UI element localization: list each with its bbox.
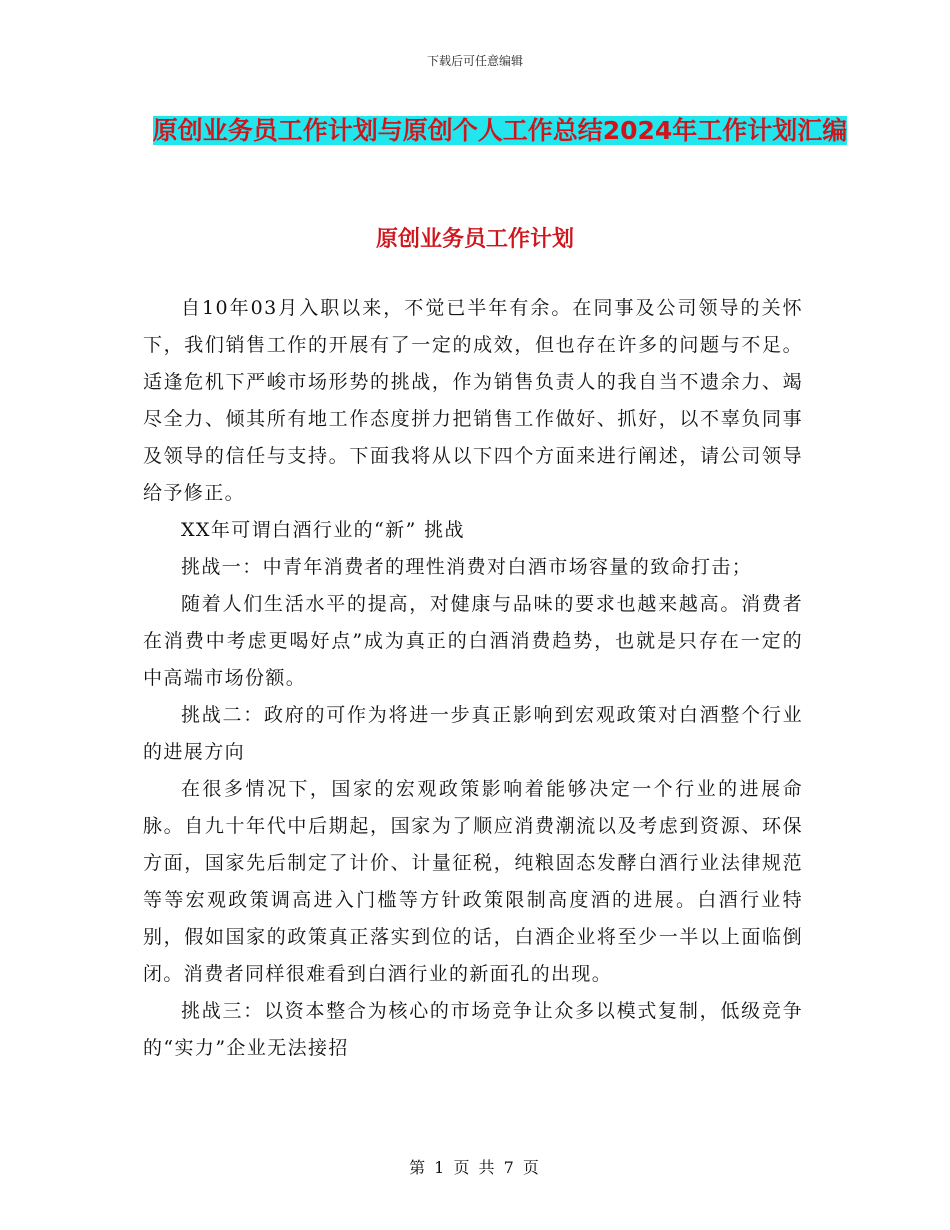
paragraph: 挑战一：中青年消费者的理性消费对白酒市场容量的致命打击； [181, 556, 753, 578]
paragraph: 随着人们生活水平的提高，对健康与品味的要求也越来越高。消费者在消费中考虑更喝好点”成为真正的白酒消费趋势，也就是只存在一定的中高端市场份额。 [143, 593, 803, 689]
paragraph: 挑战二：政府的可作为将进一步真正影响到宏观政策对白酒整个行业的进展方向 [143, 704, 803, 763]
paragraph: 自10年03月入职以来，不觉已半年有余。在同事及公司领导的关怀下，我们销售工作的开展有了一定的成效，但也存在许多的问题与不足。适逢危机下严峻市场形势的挑战，作为销售负责人的我自当不遗余力、竭尽全力、倾其所有地工作态度拼力把销售工作做好、抓好，以不辜负同事及领导的信任与支持。下面我将从以下四个方面来进行阐述，请公司领导给予修正。 [143, 297, 803, 504]
document-body [143, 290, 803, 1067]
document-title-text: 原创业务员工作计划与原创个人工作总结2024年工作计划汇编 [152, 116, 848, 145]
page-number-footer: 第 1 页 共 7 页 [409, 1158, 541, 1177]
page-header-note: 下载后可任意编辑 [426, 54, 523, 68]
paragraph: XX年可谓白酒行业的“新” 挑战 [181, 519, 465, 541]
document-title [150, 108, 850, 153]
paragraph: 在很多情况下，国家的宏观政策影响着能够决定一个行业的进展命脉。自九十年代中后期起，国家为了顺应消费潮流以及考虑到资源、环保方面，国家先后制定了计价、计量征税，纯粮固态发酵白酒行业法律规范等等宏观政策调高进入门槛等方针政策限制高度酒的进展。白酒行业特别，假如国家的政策真正落实到位的话，白酒企业将至少一半以上面临倒闭。消费者同样很难看到白酒行业的新面孔的出现。 [143, 778, 803, 985]
paragraph: 挑战三：以资本整合为核心的市场竞争让众多以模式复制，低级竞争的“实力”企业无法接招 [143, 1000, 803, 1059]
section-title: 原创业务员工作计划 [375, 227, 574, 252]
